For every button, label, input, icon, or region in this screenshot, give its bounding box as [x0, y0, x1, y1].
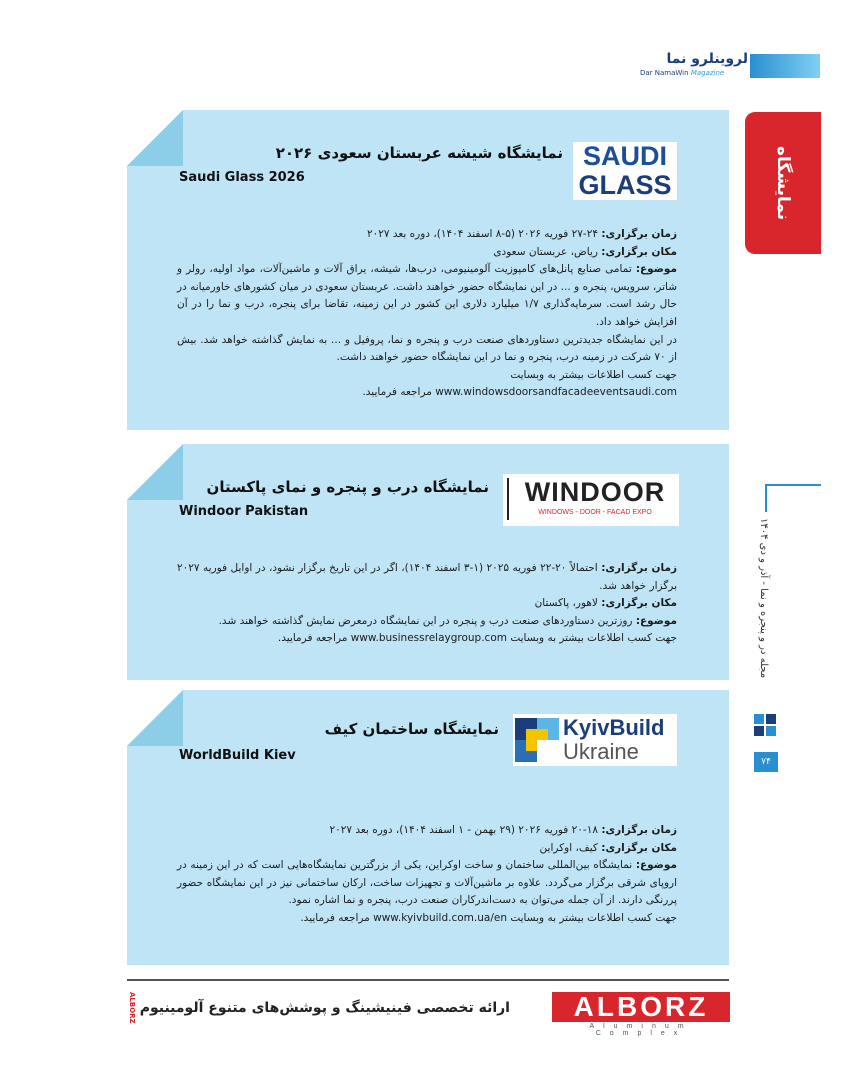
body-line: موضوع: تمامی صنایع پانل‌های کامپوزیت آلومینیومی، درب‌ها، شیشه، یراق آلات و ماشین‌آلات، مواد اولیه، رولر و شاتر، سرویس، پنجره و ... در این نمایشگاه حضور خواهند داشت. عربستان سعودی در میان کشورهای خاورمیانه در حال رشد است. سرمایه‌گذاری ۱/۷ میلیارد دلاری این کشور در این زمینه، تقاضا برای پنجره، درب و نما را در آن افزایش خواهد داد.: [177, 263, 677, 328]
alborz-logo-word: ALBORZ: [552, 992, 730, 1022]
section-tab: [745, 112, 821, 254]
card-title: نمایشگاه شیشه عربستان سعودی ۲۰۲۶: [275, 144, 563, 162]
kyivbuild-logo-mark: [515, 718, 559, 762]
card-subtitle: WorldBuild Kiev: [179, 748, 296, 763]
body-line: موضوع: نمایشگاه بین‌المللی ساختمان و ساخت اوکراین، یکی از بزرگترین نمایشگاه‌هایی است که در این زمینه در اروپای شرقی برگزار می‌گردد. علاوه بر ماشین‌آلات و تجهیزات ساخت، ارکان ساختمانی نیز در این نمایشگاه حضور پررنگی دارند. از آن جمله می‌توان به دست‌اندرکاران صنعت درب، پنجره و نما اشاره نمود.: [177, 859, 677, 907]
body-line: مکان برگزاری: لاهور، پاکستان: [534, 597, 677, 610]
logo-subtitle-magazine: Magazine: [690, 69, 725, 77]
section-tab-label: نمایشگاه: [773, 145, 793, 221]
windoor-logo-tagline: WINDOWS - DOOR - FACAD EXPO: [538, 509, 652, 516]
margin-rule-horizontal: [765, 484, 821, 486]
footer-divider: [127, 979, 729, 981]
logo-subtitle: [640, 68, 750, 78]
event-card-saudi-glass: [127, 110, 729, 430]
body-line: جهت کسب اطلاعات بیشتر به وبسایت: [510, 368, 677, 381]
website-link[interactable]: www.kyivbuild.com.ua/en: [373, 911, 507, 924]
website-line: جهت کسب اطلاعات بیشتر به وبسایت www.kyivbuild.com.ua/en مراجعه فرمایید.: [300, 911, 677, 924]
body-line: زمان برگزاری: ۲۴-۲۷ فوریه ۲۰۲۶ (۵-۸ اسفند ۱۴۰۴)، دوره بعد ۲۰۲۷: [366, 228, 677, 240]
body-line: زمان برگزاری: احتمالاً ۲۰-۲۲ فوریه ۲۰۲۵ (۱-۳ اسفند ۱۴۰۴)، اگر در این تاریخ برگزار نشود، در اوایل فوریه ۲۰۲۷ برگزار خواهد شد.: [177, 562, 677, 592]
card-body: [177, 560, 677, 648]
magazine-issue-label: مجله در و پنجره و نما - آذر و دی ۱۴۰۴: [758, 518, 769, 679]
body-line: موضوع: روزترین دستاوردهای صنعت درب و پنجره در این نمایشگاه درمعرض نمایش گذاشته خواهند شد.: [218, 614, 677, 627]
kyivbuild-logo: [513, 714, 677, 766]
website-line: www.windowsdoorsandfacadeeventsaudi.com مراجعه فرمایید.: [362, 386, 677, 399]
card-title: نمایشگاه درب و پنجره و نمای پاکستان: [206, 478, 489, 496]
body-line: زمان برگزاری: ۱۸-۲۰ فوریه ۲۰۲۶ (۲۹ بهمن - ۱ اسفند ۱۴۰۴)، دوره بعد ۲۰۲۷: [329, 824, 677, 836]
logo-bar: [750, 54, 820, 78]
event-card-windoor: [127, 444, 729, 680]
footer-small-brand: ALBORZ: [128, 992, 136, 1024]
alborz-logo-sub: Aluminum Complex: [589, 1023, 693, 1037]
saudi-glass-logo-line1: SAUDI: [582, 141, 667, 171]
body-line: در این نمایشگاه جدیدترین دستاوردهای صنعت درب و پنجره و نما، پروفیل و ... به نمایش گذاشته خواهد شد. بیش از ۷۰ شرکت در زمینه درب، پنجره و نما در این نمایشگاه حضور خواهند داشت.: [177, 333, 677, 364]
saudi-glass-logo-line2: GLASS: [578, 170, 672, 200]
card-body: [177, 226, 677, 402]
card-body: [177, 822, 677, 928]
body-line: مکان برگزاری: کیف، اوکراین: [539, 841, 677, 854]
card-corner-shade: [127, 444, 183, 500]
body-line: مکان برگزاری: ریاض، عربستان سعودی: [493, 245, 677, 258]
logo-title: لروینلرو نما: [666, 51, 748, 67]
footer-slogan: ارائه تخصصی فینیشینگ و پوشش‌های متنوع آلومینیوم: [139, 1000, 510, 1016]
logo-subtitle-name: Dar NamaWin: [640, 69, 689, 77]
windoor-logo-word: WINDOOR: [524, 477, 666, 507]
card-corner-shade: [127, 110, 183, 166]
margin-rule-vertical: [765, 484, 767, 512]
windoor-logo-bar: [507, 478, 509, 520]
window-icon: [752, 712, 778, 740]
card-subtitle: Saudi Glass 2026: [179, 170, 305, 185]
website-line: جهت کسب اطلاعات بیشتر به وبسایت www.businessrelaygroup.com مراجعه فرمایید.: [277, 632, 677, 645]
page-number: ۷۴: [754, 752, 778, 772]
website-link[interactable]: www.businessrelaygroup.com: [350, 632, 507, 645]
windoor-logo: [503, 474, 679, 526]
magazine-logo: [640, 50, 820, 82]
alborz-logo: [552, 991, 730, 1037]
card-title: نمایشگاه ساختمان کیف: [324, 720, 499, 738]
kyivbuild-logo-word: KyivBuild: [563, 715, 665, 740]
kyivbuild-logo-country: Ukraine: [563, 739, 639, 764]
card-corner-shade: [127, 690, 183, 746]
event-card-kyivbuild: [127, 690, 729, 965]
website-link[interactable]: www.windowsdoorsandfacadeeventsaudi.com: [435, 386, 677, 399]
saudi-glass-logo: [573, 142, 677, 200]
card-subtitle: Windoor Pakistan: [179, 504, 309, 519]
